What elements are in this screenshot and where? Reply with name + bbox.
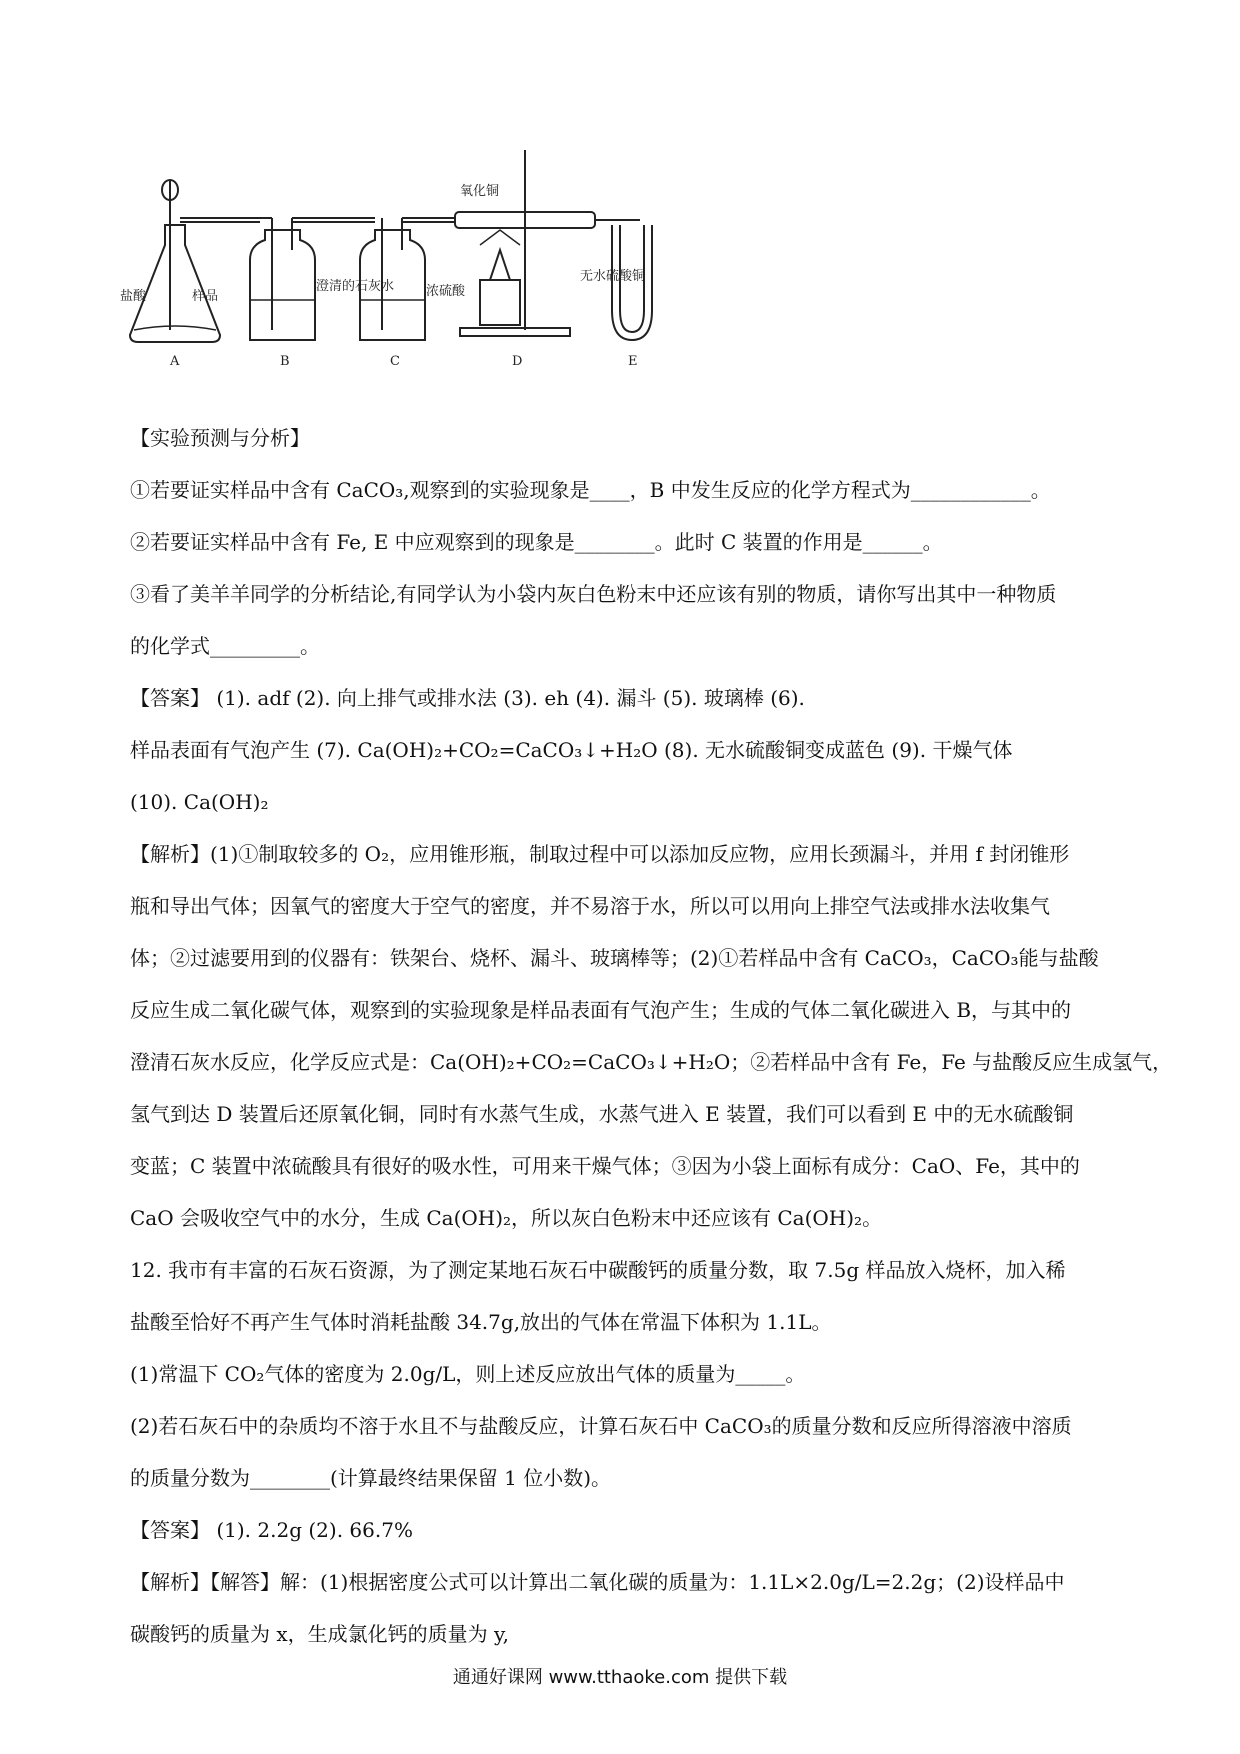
text-line: (10). Ca(OH)₂ [130, 790, 269, 814]
text-line: CaO 会吸收空气中的水分，生成 Ca(OH)₂，所以灰白色粉末中还应该有 Ca(OH)₂。 [130, 1206, 883, 1230]
text-line: 【答案】 (1). 2.2g (2). 66.7% [130, 1518, 413, 1542]
text-line: 样品表面有气泡产生 (7). Ca(OH)₂+CO₂=CaCO₃↓+H₂O (8). 无水硫酸铜变成蓝色 (9). 干燥气体 [130, 738, 1013, 762]
text-line: 盐酸至恰好不再产生气体时消耗盐酸 34.7g,放出的气体在常温下体积为 1.1L。 [130, 1310, 832, 1334]
label-limewater: 澄清的石灰水 [316, 279, 395, 294]
flask-a [130, 180, 260, 342]
body-text [130, 412, 1173, 1660]
text-line: 氢气到达 D 装置后还原氧化铜，同时有水蒸气生成，水蒸气进入 E 装置，我们可以看到 E 中的无水硫酸铜 [130, 1102, 1074, 1126]
label-c: C [390, 354, 400, 369]
label-cuo: 氧化铜 [460, 184, 500, 199]
text-line: 【解析】(1)①制取较多的 O₂，应用锥形瓶，制取过程中可以添加反应物，应用长颈漏斗，并用 f 封闭锥形 [130, 842, 1070, 866]
label-e: E [628, 354, 638, 369]
text-line: 澄清石灰水反应，化学反应式是：Ca(OH)₂+CO₂=CaCO₃↓+H₂O；②若样品中含有 Fe，Fe 与盐酸反应生成氢气， [130, 1050, 1173, 1074]
text-line: 12. 我市有丰富的石灰石资源，为了测定某地石灰石中碳酸钙的质量分数，取 7.5g 样品放入烧杯，加入稀 [130, 1258, 1066, 1282]
text-line: 【答案】 (1). adf (2). 向上排气或排水法 (3). eh (4). 漏斗 (5). 玻璃棒 (6). [130, 686, 805, 710]
apparatus-diagram [120, 150, 740, 410]
text-line: 碳酸钙的质量为 x，生成氯化钙的质量为 y, [130, 1622, 509, 1646]
text-line: 【解析】【解答】解：(1)根据密度公式可以计算出二氧化碳的质量为：1.1L×2.0g/L=2.2g；(2)设样品中 [130, 1570, 1065, 1594]
text-line: (1)常温下 CO₂气体的密度为 2.0g/L，则上述反应放出气体的质量为_____。 [130, 1362, 806, 1386]
text-line: 瓶和导出气体；因氧气的密度大于空气的密度，并不易溶于水，所以可以用向上排空气法或排水法收集气 [130, 894, 1050, 918]
text-line: ②若要证实样品中含有 Fe, E 中应观察到的现象是________。此时 C 装置的作用是______。 [130, 530, 943, 554]
text-line: ①若要证实样品中含有 CaCO₃,观察到的实验现象是____，B 中发生反应的化学方程式为____________。 [130, 478, 1051, 502]
text-line: 反应生成二氧化碳气体，观察到的实验现象是样品表面有气泡产生；生成的气体二氧化碳进入 B，与其中的 [130, 998, 1072, 1022]
footer-source: 通通好课网 www.tthaoke.com 提供下载 [452, 1667, 788, 1688]
label-d: D [512, 354, 523, 369]
label-acid: 浓硫酸 [426, 284, 466, 299]
label-a: A [170, 354, 180, 369]
text-line: 的化学式_________。 [130, 634, 320, 658]
text-line: 体；②过滤要用到的仪器有：铁架台、烧杯、漏斗、玻璃棒等；(2)①若样品中含有 CaCO₃，CaCO₃能与盐酸 [130, 946, 1099, 970]
text-line: (2)若石灰石中的杂质均不溶于水且不与盐酸反应，计算石灰石中 CaCO₃的质量分数和反应所得溶液中溶质 [130, 1414, 1072, 1438]
label-sample: 样品 [192, 289, 219, 304]
text-line: 变蓝；C 装置中浓硫酸具有很好的吸水性，可用来干燥气体；③因为小袋上面标有成分：CaO、Fe，其中的 [130, 1154, 1080, 1178]
text-line: 【实验预测与分析】 [130, 426, 310, 450]
label-cuso4: 无水硫酸铜 [580, 269, 646, 284]
label-hcl: 盐酸 [120, 289, 147, 304]
label-b: B [280, 354, 290, 369]
text-line: ③看了美羊羊同学的分析结论,有同学认为小袋内灰白色粉末中还应该有别的物质，请你写出其中一种物质 [130, 582, 1057, 606]
text-line: 的质量分数为________(计算最终结果保留 1 位小数)。 [130, 1466, 612, 1490]
